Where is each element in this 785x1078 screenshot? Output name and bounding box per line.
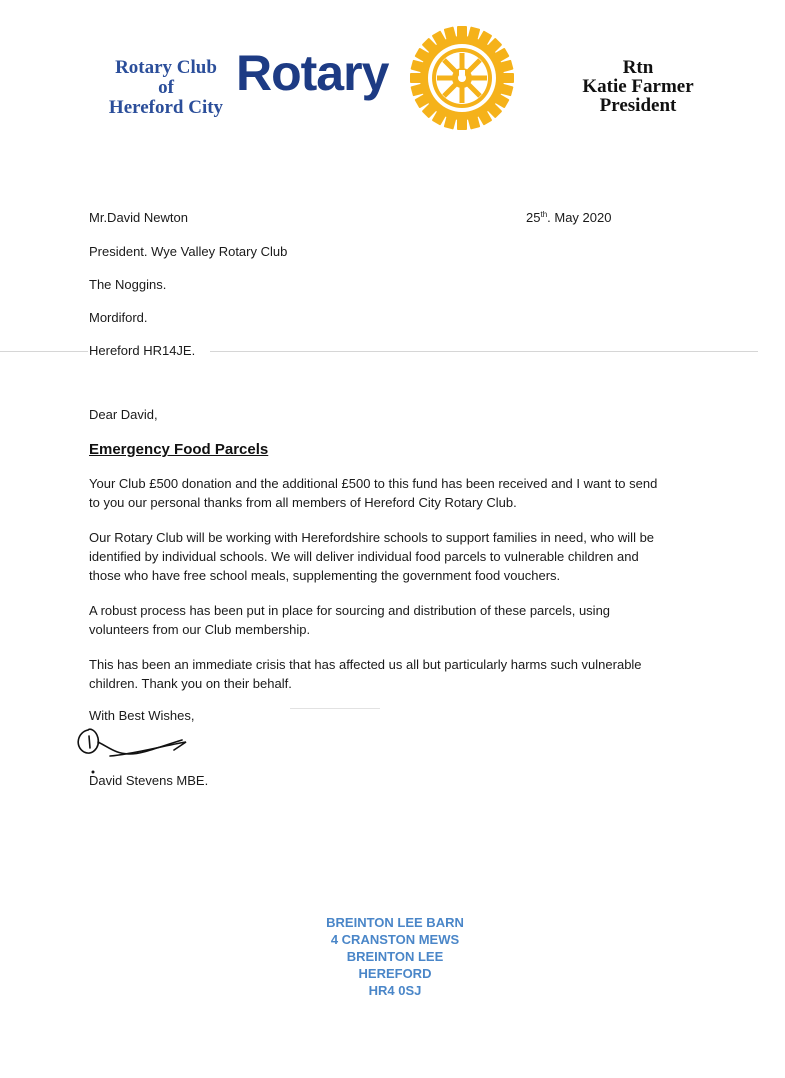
paragraph-line: those who have free school meals, supplementing the government food vouchers. [89, 568, 561, 583]
club-name-line-1: Rotary Club [115, 57, 217, 78]
club-name [96, 58, 236, 118]
paragraph-4 [89, 655, 689, 693]
paragraph-line: A robust process has been put in place for sourcing and distribution of these parcels, using [89, 603, 611, 618]
club-name-line-3: Hereford City [108, 97, 224, 118]
club-name-line-2: of [158, 77, 174, 98]
officer-title: Rtn [622, 57, 654, 78]
paragraph-line: Our Rotary Club will be working with Herefordshire schools to support families in need, who will be [89, 530, 655, 545]
salutation: Dear David, [89, 407, 158, 422]
recipient-town: Mordiford. [89, 310, 148, 325]
date-suffix: th [540, 210, 548, 219]
footer-address [250, 914, 540, 999]
signatory-name: David Stevens MBE. [89, 773, 209, 788]
scan-line [210, 351, 758, 352]
closing: With Best Wishes, [89, 708, 195, 723]
footer-line: BREINTON LEE BARN [326, 915, 464, 930]
paragraph-3 [89, 601, 689, 639]
footer-line: BREINTON LEE [346, 949, 444, 964]
paragraph-line: to you our personal thanks from all members of Hereford City Rotary Club. [89, 495, 517, 510]
footer-line: 4 CRANSTON MEWS [330, 932, 460, 947]
paragraph-line: This has been an immediate crisis that has affected us all but particularly harms such vulnerable [89, 657, 642, 672]
recipient-title: President. Wye Valley Rotary Club [89, 244, 288, 259]
date-rest: . May 2020 [547, 210, 612, 225]
officer-role: President [599, 95, 677, 116]
paragraph-2 [89, 528, 689, 585]
recipient-house: The Noggins. [89, 277, 167, 292]
paragraph-line: volunteers from our Club membership. [89, 622, 311, 637]
date-day: 25 [526, 210, 541, 225]
scan-line [290, 708, 380, 709]
scan-line [0, 351, 88, 352]
officer-block [568, 58, 708, 115]
paragraph-line: Your Club £500 donation and the additional £500 to this fund has been received and I want to send [89, 476, 658, 491]
officer-name: Katie Farmer [582, 76, 694, 97]
rotary-wheel-icon [410, 26, 514, 130]
paragraph-line: identified by individual schools. We will deliver individual food parcels to vulnerable children and [89, 549, 639, 564]
recipient-name: Mr.David Newton [89, 210, 188, 225]
subject-heading: Emergency Food Parcels [89, 441, 269, 458]
footer-line: HEREFORD [358, 966, 432, 981]
recipient-postcode: Hereford HR14JE. [89, 343, 196, 358]
letter-date [526, 210, 611, 225]
rotary-wordmark: Rotary [236, 45, 389, 101]
paragraph-line: children. Thank you on their behalf. [89, 676, 292, 691]
footer-line: HR4 0SJ [368, 983, 422, 998]
paragraph-1 [89, 474, 689, 512]
